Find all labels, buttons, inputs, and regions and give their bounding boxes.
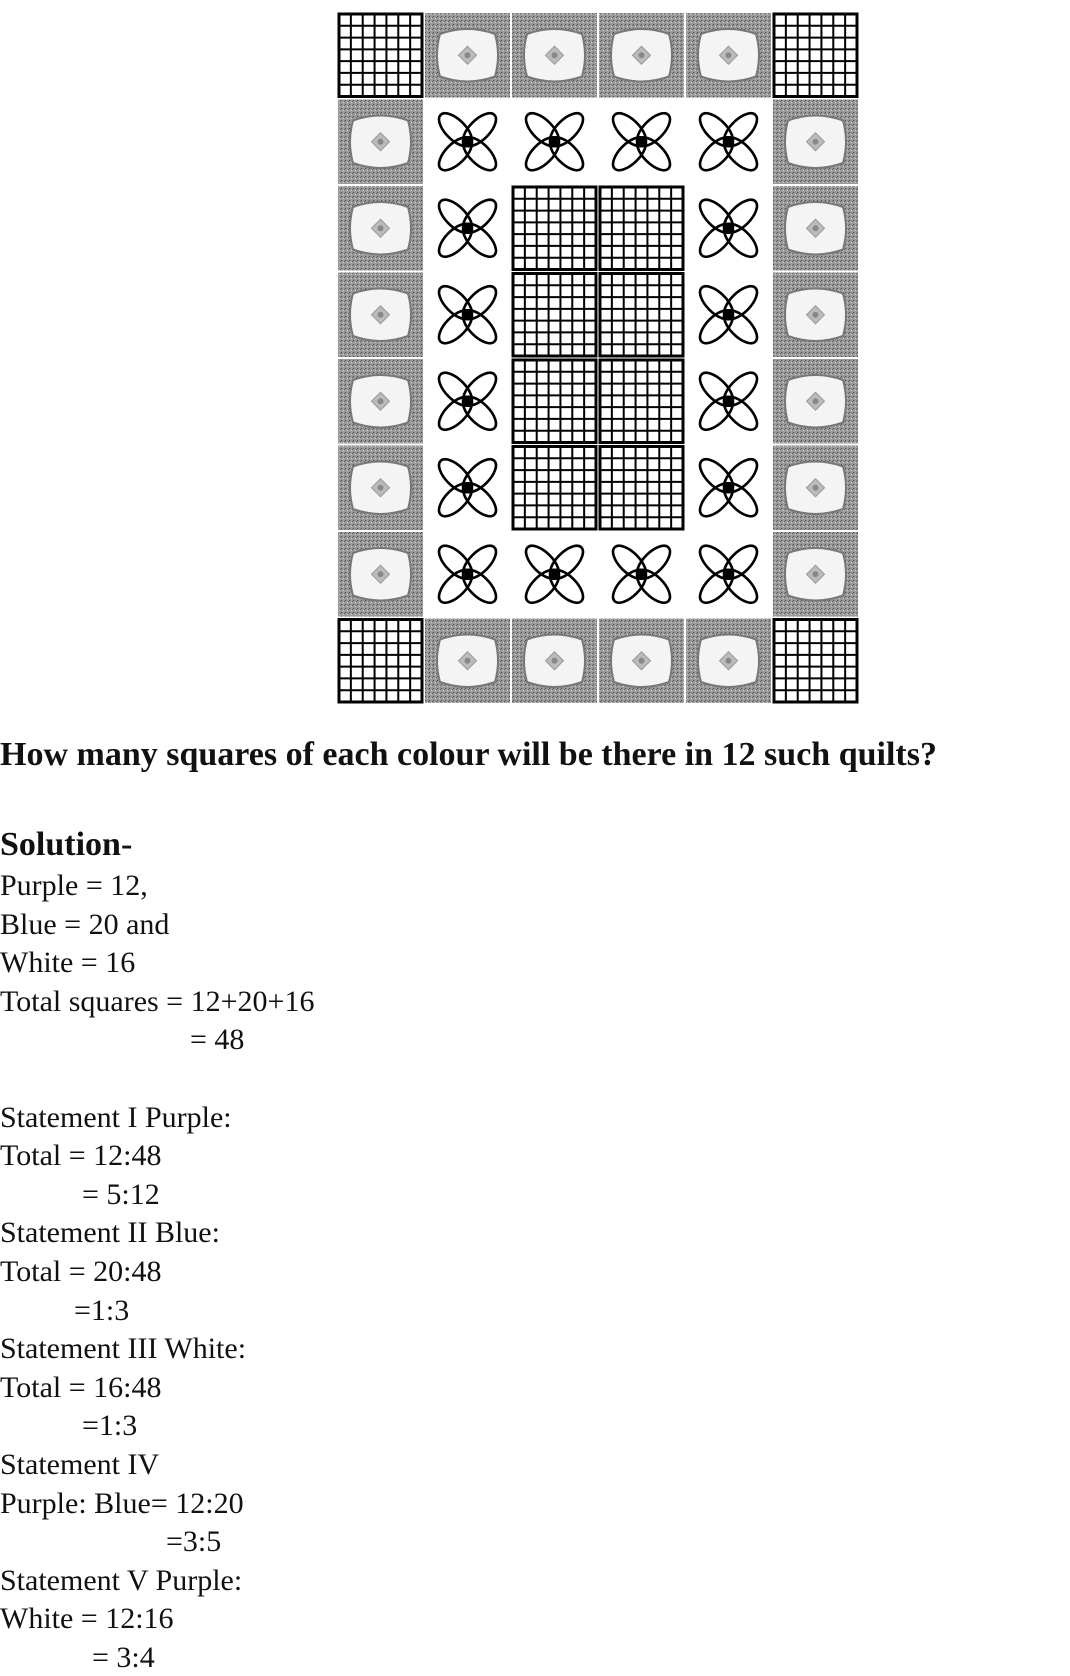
flower-tile bbox=[685, 272, 772, 359]
flower-tile bbox=[685, 531, 772, 618]
flower-tile bbox=[424, 358, 511, 445]
solution-line: = 5:12 bbox=[82, 1177, 160, 1211]
solution-line: =1:3 bbox=[74, 1293, 130, 1327]
solution-line: Total squares = 12+20+16 bbox=[0, 984, 315, 1018]
border-ornament-tile bbox=[338, 446, 423, 531]
border-ornament-tile bbox=[773, 100, 858, 185]
flower-tile bbox=[424, 99, 511, 186]
border-ornament-tile bbox=[686, 13, 771, 98]
solution-line: Total = 12:48 bbox=[0, 1139, 162, 1173]
corner-grid-tile bbox=[339, 620, 422, 703]
solution-line: =1:3 bbox=[82, 1409, 138, 1443]
center-grid-tile bbox=[600, 274, 683, 357]
solution-line: Blue = 20 and bbox=[0, 907, 170, 941]
solution-line: Statement V Purple: bbox=[0, 1563, 243, 1597]
flower-tile bbox=[424, 185, 511, 272]
solution-heading: Solution- bbox=[0, 826, 133, 863]
flower-tile bbox=[685, 185, 772, 272]
solution-line: Total = 20:48 bbox=[0, 1255, 162, 1288]
solution-line: Statement I Purple: bbox=[0, 1100, 232, 1134]
border-ornament-tile bbox=[599, 13, 684, 98]
border-ornament-tile bbox=[338, 100, 423, 185]
solution-line: = 3:4 bbox=[92, 1641, 155, 1674]
flower-tile bbox=[598, 99, 685, 186]
center-grid-tile bbox=[513, 360, 596, 443]
border-ornament-tile bbox=[599, 619, 684, 704]
flower-tile bbox=[685, 358, 772, 445]
flower-tile bbox=[424, 531, 511, 618]
border-ornament-tile bbox=[338, 273, 423, 358]
corner-grid-tile bbox=[774, 620, 857, 703]
center-grid-tile bbox=[600, 187, 683, 270]
center-grid-tile bbox=[513, 274, 596, 357]
flower-tile bbox=[424, 445, 511, 532]
center-grid-tile bbox=[513, 187, 596, 270]
solution-line: Statement II Blue: bbox=[0, 1216, 220, 1250]
solution-line: Statement III White: bbox=[0, 1332, 247, 1366]
border-ornament-tile bbox=[338, 532, 423, 617]
border-ornament-tile bbox=[512, 619, 597, 704]
solution-line: White = 12:16 bbox=[0, 1602, 174, 1636]
solution-line: Total = 16:48 bbox=[0, 1370, 162, 1404]
flower-tile bbox=[511, 99, 598, 186]
border-ornament-tile bbox=[425, 619, 510, 704]
flower-tile bbox=[685, 99, 772, 186]
border-ornament-tile bbox=[773, 446, 858, 531]
quilt-pattern bbox=[337, 12, 859, 704]
border-ornament-tile bbox=[338, 186, 423, 271]
flower-tile bbox=[685, 445, 772, 532]
flower-tile bbox=[598, 531, 685, 618]
flower-tile bbox=[511, 531, 598, 618]
solution-line: =3:5 bbox=[166, 1525, 222, 1559]
solution-line: = 48 bbox=[190, 1023, 245, 1057]
solution-line: Purple = 12, bbox=[0, 869, 148, 902]
border-ornament-tile bbox=[773, 532, 858, 617]
flower-tile bbox=[424, 272, 511, 359]
solution-line: White = 16 bbox=[0, 946, 136, 980]
border-ornament-tile bbox=[773, 359, 858, 444]
solution-line: Statement IV bbox=[0, 1448, 160, 1481]
center-grid-tile bbox=[513, 447, 596, 530]
solution-line: Purple: Blue= 12:20 bbox=[0, 1486, 244, 1520]
border-ornament-tile bbox=[686, 619, 771, 704]
center-grid-tile bbox=[600, 447, 683, 530]
question-text: How many squares of each colour will be there in 12 such quilts? bbox=[0, 736, 937, 773]
border-ornament-tile bbox=[512, 13, 597, 98]
border-ornament-tile bbox=[425, 13, 510, 98]
corner-grid-tile bbox=[774, 14, 857, 97]
border-ornament-tile bbox=[773, 273, 858, 358]
border-ornament-tile bbox=[338, 359, 423, 444]
corner-grid-tile bbox=[339, 14, 422, 97]
border-ornament-tile bbox=[773, 186, 858, 271]
center-grid-tile bbox=[600, 360, 683, 443]
